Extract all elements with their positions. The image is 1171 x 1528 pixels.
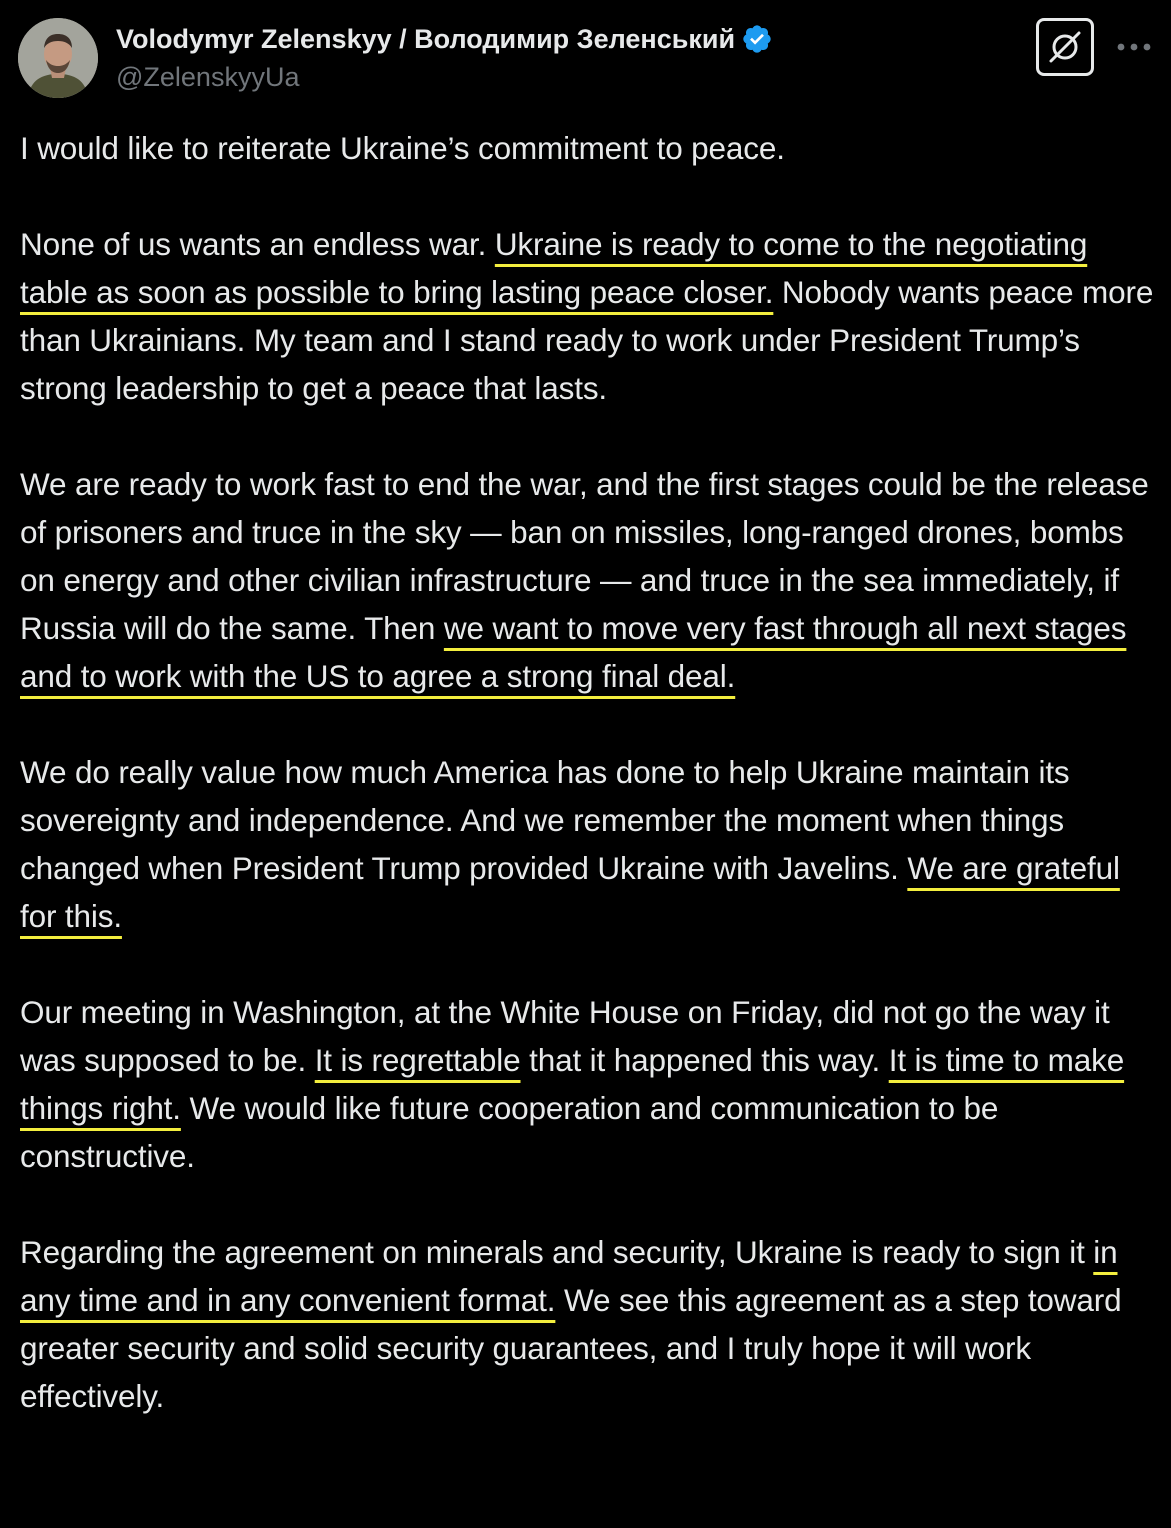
post-header (0, 0, 1171, 110)
text-segment: We are ready to work fast to end the war, and the first stages could be the release of prisoners and truce in the sky — ban on missiles, long-ranged drones, bombs on energy and other civilian infrastructure — and truce in the sea immediately, if Russia will do the same. Then (20, 466, 1149, 646)
author-handle[interactable]: @ZelenskyyUa (116, 62, 300, 92)
verified-badge-icon[interactable] (741, 23, 773, 55)
text-segment: We would like future cooperation and communication to be constructive. (20, 1090, 999, 1174)
more-options-button[interactable] (1112, 32, 1156, 62)
grok-button[interactable] (1036, 18, 1094, 76)
post-text (20, 124, 1160, 1420)
text-segment: We do really value how much America has done to help Ukraine maintain its sovereignty and independence. And we remember the moment when things changed when President Trump provided Ukraine with Javelins. (20, 754, 1070, 886)
text-segment: Regarding the agreement on minerals and security, Ukraine is ready to sign it (20, 1234, 1094, 1270)
highlighted-text: Ukraine is ready to come to the negotiating table as soon as possible to bring lasting peace closer. (20, 226, 1088, 310)
highlighted-text: we want to move very fast through all next stages and to work with the US to agree a strong final deal. (20, 610, 1127, 694)
text-segment: We see this agreement as a step toward greater security and solid security guarantees, and I truly hope it will work effectively. (20, 1282, 1122, 1414)
text-segment: Nobody wants peace more than Ukrainians. My team and I stand ready to work under President Trump’s strong leadership to get a peace that lasts. (20, 274, 1154, 406)
more-dots-icon (1116, 42, 1152, 52)
post-paragraph (20, 988, 1160, 1180)
text-segment: I would like to reiterate Ukraine’s commitment to peace. (20, 130, 785, 166)
highlighted-text: in any time and in any convenient format. (20, 1234, 1118, 1318)
author-display-name[interactable]: Volodymyr Zelenskyy / Володимир Зеленський (116, 23, 736, 54)
grok-icon (1046, 28, 1084, 66)
highlighted-text: It is regrettable (314, 1042, 521, 1078)
avatar[interactable] (18, 18, 98, 98)
post-paragraph (20, 220, 1160, 412)
author-name-row[interactable] (116, 22, 773, 56)
post-paragraph (20, 460, 1160, 700)
profile-photo-icon (18, 18, 98, 98)
post-paragraph (20, 1228, 1160, 1420)
post-paragraph (20, 124, 1160, 172)
text-segment: Our meeting in Washington, at the White House on Friday, did not go the way it was supposed to be. (20, 994, 1110, 1078)
highlighted-text: It is time to make things right. (20, 1042, 1125, 1126)
text-segment: None of us wants an endless war. (20, 226, 495, 262)
text-segment: that it happened this way. (520, 1042, 889, 1078)
post-paragraph (20, 748, 1160, 940)
highlighted-text: We are grateful for this. (20, 850, 1120, 934)
